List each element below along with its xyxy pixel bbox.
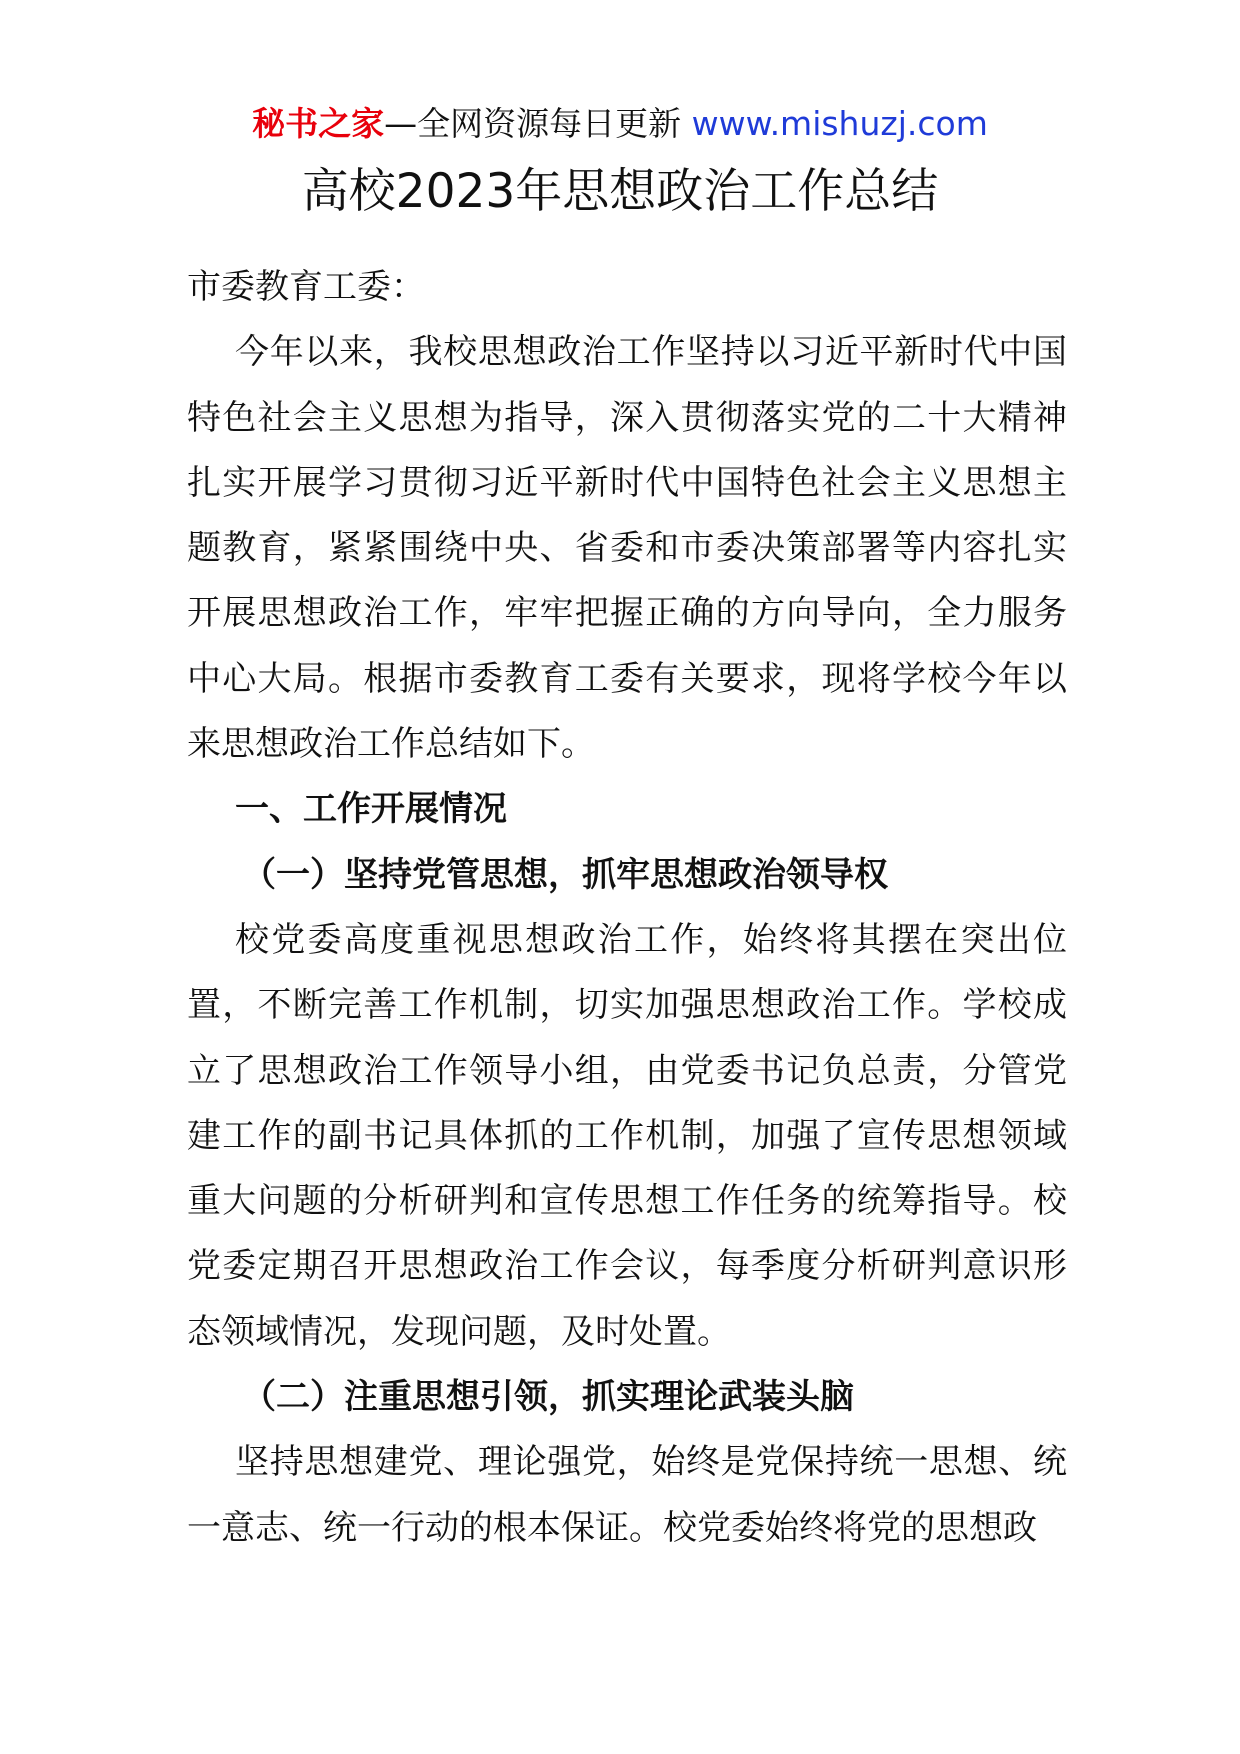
intro-paragraph: 今年以来，我校思想政治工作坚持以习近平新时代中国特色社会主义思想为指导，深入贯彻落实党的二十大精神扎实开展学习贯彻习近平新时代中国特色社会主义思想主题教育，紧紧围绕中央、省委和市委决策部署等内容扎实开展思想政治工作，牢牢把握正确的方向导向，全力服务中心大局。根据市委教育工委有关要求，现将学校今年以来思想政治工作总结如下。 [187,332,1067,765]
site-header [0,96,1240,152]
subsection-paragraph-2: 坚持思想建党、理论强党，始终是党保持统一思想、统一意志、统一行动的根本保证。校党委始终将党的思想政 [187,1442,1067,1548]
subsection-heading-1: （一）坚持党管思想，抓牢思想政治领导权 [242,854,888,895]
site-tagline: —全网资源每日更新 [384,104,682,143]
section-heading-1: 一、工作开展情况 [235,789,507,830]
document-title: 高校2023年思想政治工作总结 [301,164,939,219]
subsection-heading-2: （二）注重思想引领，抓实理论武装头脑 [242,1377,854,1418]
salutation: 市委教育工委： [187,267,425,307]
subsection-paragraph-1: 校党委高度重视思想政治工作，始终将其摆在突出位置，不断完善工作机制，切实加强思想政治工作。学校成立了思想政治工作领导小组，由党委书记负总责，分管党建工作的副书记具体抓的工作机制，加强了宣传思想领域重大问题的分析研判和宣传思想工作任务的统筹指导。校党委定期召开思想政治工作会议，每季度分析研判意识形态领域情况，发现问题，及时处置。 [187,919,1067,1352]
document-body [187,255,1067,1561]
site-url-link[interactable]: www.mishuzj.com [691,104,988,143]
site-brand: 秘书之家 [252,104,385,143]
